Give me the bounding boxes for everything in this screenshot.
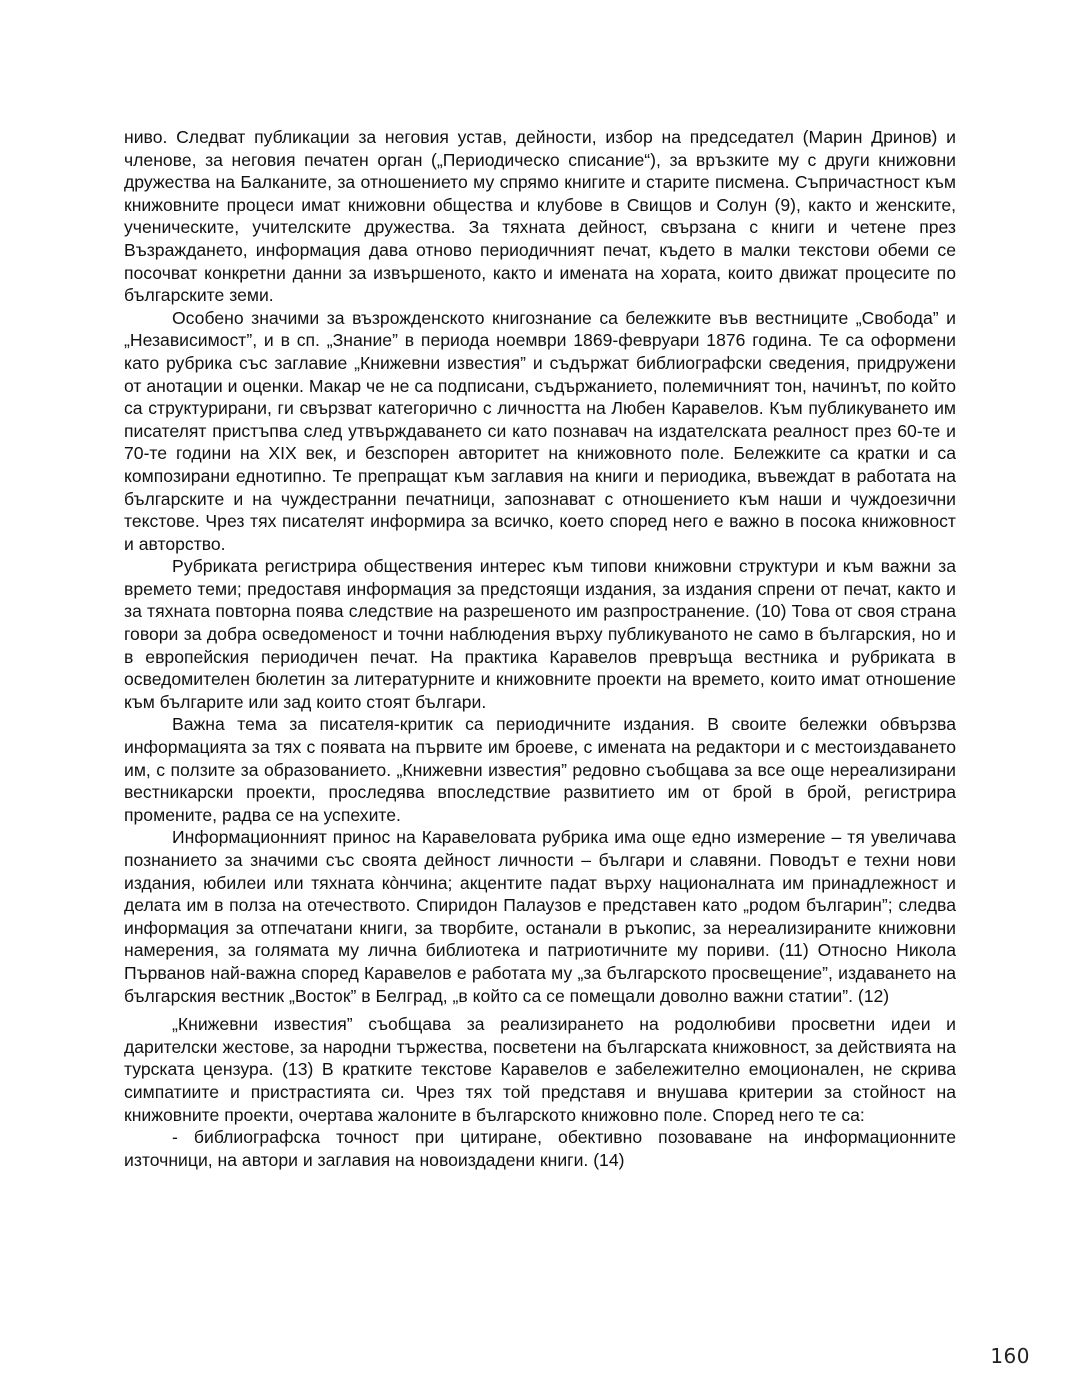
page-number: 160 <box>990 1344 1030 1368</box>
paragraph-7: - библиографска точност при цитиране, обективно позоваване на информационните източници, на автори и заглавия на новоиздадени книги. (14) <box>124 1127 956 1170</box>
paragraph-6: „Книжевни известия” съобщава за реализирането на родолюбиви просветни идеи и дарителски жестове, за народни тържества, посветени на българската книжовност, за действията на турската цензура. (13) В кратките текстове Каравелов е забележително емоционален, не скрива симпатиите и пристрастията си. Чрез тях той представя и внушава критерии за стойност на книжовните проекти, очертава жалоните в българското книжовно поле. Според него те са: <box>124 1014 956 1125</box>
paragraph-2: Особено значими за възрожденското книгознание са бележките във вестниците „Свобода” и „Независимост”, и в сп. „Знание” в периода ноември 1869-февруари 1876 година. Те са оформени като рубрика със заглавие „Книжевни известия” и съдържат библиографски сведения, придружени от анотации и оценки. Макар че не са подписани, съдържанието, полемичният тон, начинът, по който са структурирани, ги свързват категорично с личността на Любен Каравелов. Към публикуването им писателят пристъпва след утвърждаването си като познавач на издателската реалност през 60-те и 70-те години на XIX век, и безспорен авторитет на книжовното поле. Бележките са кратки и са композирани еднотипно. Те препращат към заглавия на книги и периодика, въвеждат в работата на българските и на чуждестранни печатници, запознават с отношението към наши и чуждоезични текстове. Чрез тях писателят информира за всичко, което според него е важно в посока книжовност и авторство. <box>124 307 956 554</box>
paragraph-5: Информационният принос на Каравеловата рубрика има още едно измерение – тя увеличава познанието за значими със своята дейност личности – българи и славяни. Поводът е техни нови издания, юбилеи или тяхната кòнчина; акцентите падат върху националната им принадлежност и делата им в полза на отечеството. Спиридон Палаузов е представен като „родом българин”; следва информация за отпечатани книги, за творбите, останали в ръкопис, за нереализираните книжовни намерения, за голямата му лична библиотека и патриотичните му пориви. (11) Относно Никола Първанов най-важна според Каравелов е работата му „за българското просвещение”, издаването на българския вестник „Восток” в Белград, „в който са се помещали доволно важни статии”. (12) <box>124 827 956 1006</box>
document-body <box>124 126 956 1171</box>
paragraph-1: ниво. Следват публикации за неговия устав, дейности, избор на председател (Марин Дринов) и членове, за неговия печатен орган („Периодическо списание“), за връзките му с други книжовни дружества на Балканите, за отношението му спрямо книгите и старите писмена. Съпричастност към книжовните процеси имат книжовни общества и клубове в Свищов и Солун (9), както и женските, ученическите, учителските дружества. За тяхната дейност, свързана с книги и четене през Възраждането, информация дава отново периодичният печат, където в малки текстови обеми се посочват конкретни данни за извършеното, както и имената на хората, които движат процесите по българските земи. <box>124 127 956 306</box>
paragraph-4: Важна тема за писателя-критик са периодичните издания. В своите бележки обвързва информацията за тях с появата на първите им броеве, с имената на редактори и с местоиздаването им, с ползите за образованието. „Книжевни известия” редовно съобщава за все още нереализирани вестникарски проекти, проследява впоследствие развитието им от брой в брой, регистрира промените, радва се на успехите. <box>124 714 956 825</box>
paragraph-3: Рубриката регистрира обществения интерес към типови книжовни структури и към важни за времето теми; предоставя информация за предстоящи издания, за издания спрени от печат, както и за тяхната повторна поява следствие на разрешеното им разпространение. (10) Това от своя страна говори за добра осведоменост и точни наблюдения върху публикуваното не само в българския, но и в европейския периодичен печат. На практика Каравелов превръща вестника и рубриката в осведомителен бюлетин за литературните и книжовните проекти на времето, които имат отношение към българите или зад които стоят българи. <box>124 556 956 712</box>
